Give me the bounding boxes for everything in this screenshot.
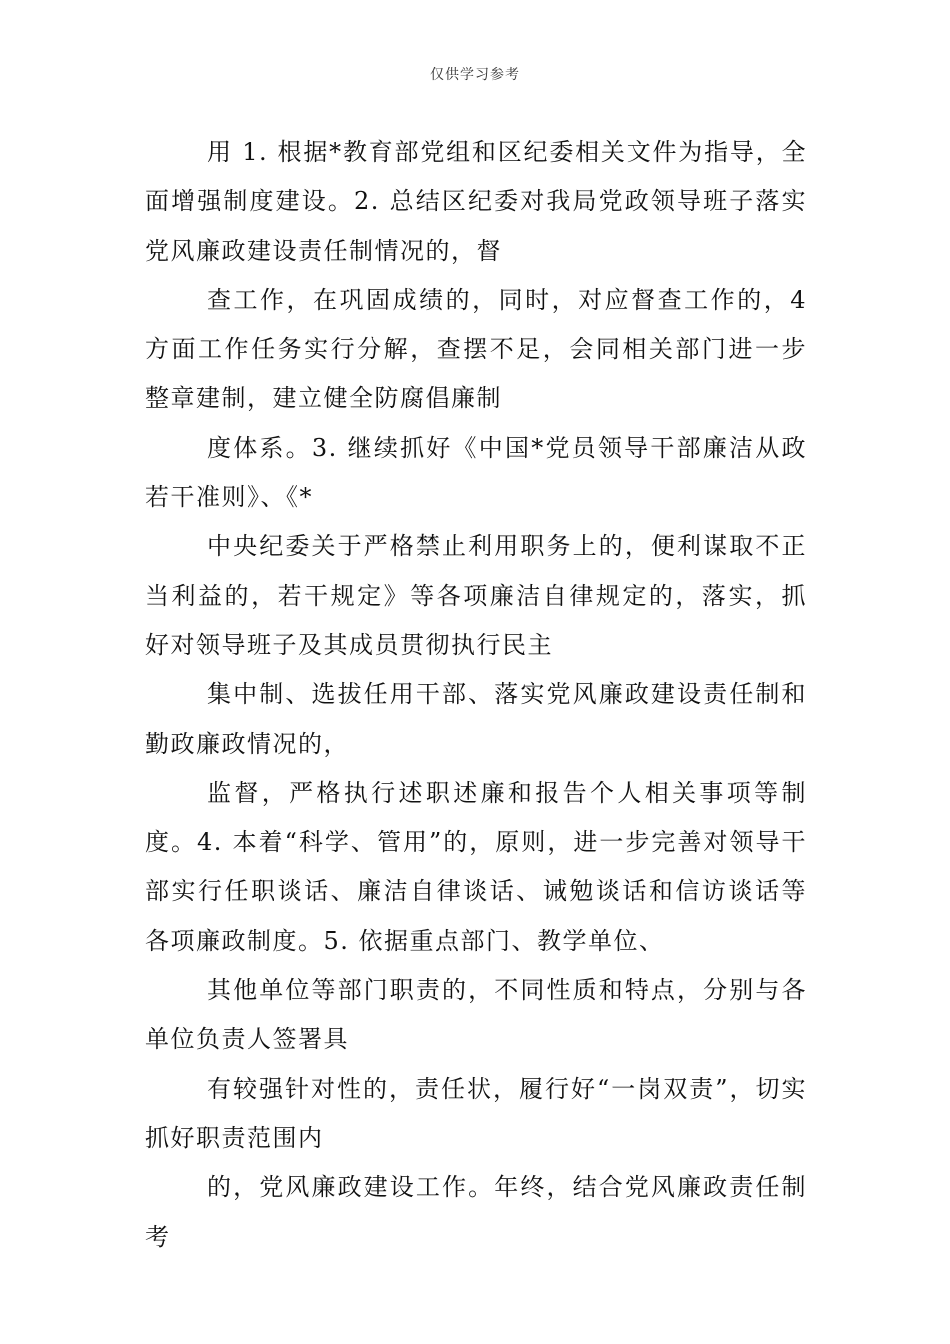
paragraph: 其他单位等部门职责的，不同性质和特点，分别与各单位负责人签署具 [145, 976, 807, 1054]
paragraph: 有较强针对性的，责任状，履行好“一岗双责”，切实抓好职责范围内 [145, 1074, 807, 1152]
page-header: 仅供学习参考 [430, 67, 520, 83]
paragraph: 监督，严格执行述职述廉和报告个人相关事项等制度。4. 本着“科学、管用”的，原则，进一步完善对领导干部实行任职谈话、廉洁自律谈话、诫勉谈话和信访谈话等各项廉政制度。5. 依据重点部门、教学单位、 [145, 778, 807, 955]
document-body [145, 128, 807, 1262]
paragraph: 度体系。3. 继续抓好《中国*党员领导干部廉洁从政若干准则》、《* [145, 433, 807, 512]
paragraph: 查工作，在巩固成绩的，同时，对应督查工作的，4 方面工作任务实行分解，查摆不足，会同相关部门进一步整章建制，建立健全防腐倡廉制 [145, 285, 807, 413]
paragraph: 的，党风廉政建设工作。年终，结合党风廉政责任制考 [145, 1173, 807, 1251]
paragraph: 集中制、选拔任用干部、落实党风廉政建设责任制和勤政廉政情况的， [145, 680, 807, 758]
paragraph: 用 1. 根据*教育部党组和区纪委相关文件为指导，全面增强制度建设。2. 总结区纪委对我局党政领导班子落实党风廉政建设责任制情况的，督 [145, 138, 807, 265]
paragraph: 中央纪委关于严格禁止利用职务上的，便利谋取不正当利益的，若干规定》等各项廉洁自律规定的，落实，抓好对领导班子及其成员贯彻执行民主 [145, 532, 807, 659]
